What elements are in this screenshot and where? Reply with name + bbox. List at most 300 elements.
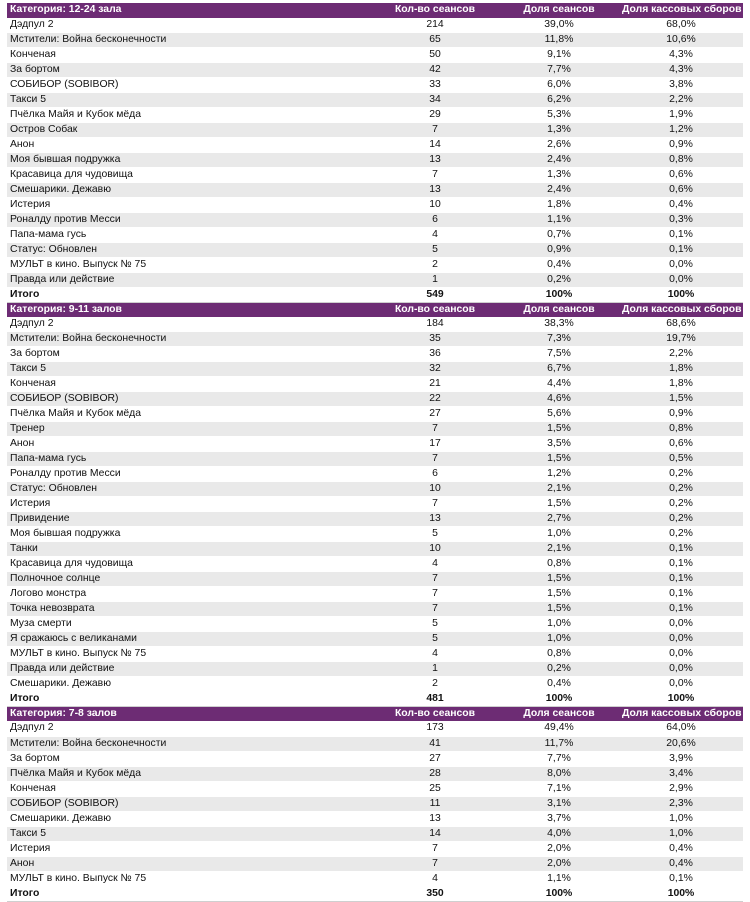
sessions-cell: 34 [371, 92, 499, 107]
boxoffice-share-cell: 2,3% [619, 796, 743, 811]
session-share-cell: 1,5% [499, 452, 619, 467]
table-row [7, 632, 743, 647]
sessions-cell: 7 [371, 452, 499, 467]
table-row [7, 602, 743, 617]
column-header-sessions: Кол-во сеансов [394, 708, 476, 720]
boxoffice-share-cell: 0,2% [619, 512, 743, 527]
session-share-cell: 5,6% [499, 407, 619, 422]
boxoffice-share-cell: 0,5% [619, 452, 743, 467]
session-share-cell: 2,7% [499, 512, 619, 527]
table-row [7, 167, 743, 182]
table-row [7, 662, 743, 677]
table-row [7, 77, 743, 92]
film-title-cell: Смешарики. Дежавю [7, 182, 371, 197]
film-title-cell: Такси 5 [7, 92, 371, 107]
session-share-cell: 8,0% [499, 766, 619, 781]
table-row [7, 137, 743, 152]
film-title-cell: Остров Собак [7, 122, 371, 137]
boxoffice-share-cell: 68,0% [619, 18, 743, 33]
boxoffice-share-cell: 0,4% [619, 856, 743, 871]
boxoffice-share-cell: 0,0% [619, 632, 743, 647]
session-share-cell: 0,9% [499, 242, 619, 257]
session-share-cell: 11,7% [499, 736, 619, 751]
sessions-cell: 13 [371, 811, 499, 826]
sessions-cell: 27 [371, 407, 499, 422]
film-title-cell: МУЛЬТ в кино. Выпуск № 75 [7, 257, 371, 272]
sessions-cell: 7 [371, 122, 499, 137]
session-share-cell: 7,5% [499, 347, 619, 362]
film-title-cell: СОБИБОР (SOBIBOR) [7, 392, 371, 407]
film-title-cell: Мстители: Война бесконечности [7, 332, 371, 347]
sessions-cell: 41 [371, 736, 499, 751]
film-title-cell: Правда или действие [7, 662, 371, 677]
film-title-cell: Моя бывшая подружка [7, 527, 371, 542]
session-share-cell: 7,7% [499, 751, 619, 766]
sessions-cell: 7 [371, 497, 499, 512]
column-header-boxoffice-share: Доля кассовых сборов [622, 303, 742, 315]
film-title-cell: Роналду против Месси [7, 212, 371, 227]
column-header-sessions: Кол-во сеансов [394, 303, 476, 315]
category-header-row [7, 707, 743, 722]
session-share-cell: 39,0% [499, 18, 619, 33]
boxoffice-share-cell: 4,3% [619, 62, 743, 77]
boxoffice-share-cell: 0,0% [619, 662, 743, 677]
session-share-cell: 1,0% [499, 632, 619, 647]
session-share-cell: 2,4% [499, 152, 619, 167]
total-sessions: 481 [371, 692, 499, 707]
boxoffice-share-cell: 0,2% [619, 482, 743, 497]
table-row [7, 362, 743, 377]
sessions-cell: 21 [371, 377, 499, 392]
session-share-cell: 1,1% [499, 871, 619, 886]
session-share-cell: 1,8% [499, 197, 619, 212]
session-share-cell: 6,0% [499, 77, 619, 92]
session-share-cell: 3,5% [499, 437, 619, 452]
table-row [7, 677, 743, 692]
film-title-cell: Красавица для чудовища [7, 557, 371, 572]
boxoffice-share-cell: 0,1% [619, 542, 743, 557]
boxoffice-share-cell: 2,2% [619, 92, 743, 107]
category-header-row [7, 302, 743, 317]
session-share-cell: 1,1% [499, 212, 619, 227]
total-boxoffice-share: 100% [619, 692, 743, 707]
sessions-cell: 7 [371, 572, 499, 587]
sessions-cell: 33 [371, 77, 499, 92]
session-share-cell: 3,1% [499, 796, 619, 811]
boxoffice-share-cell: 0,2% [619, 467, 743, 482]
category-header-row [7, 3, 743, 18]
session-share-cell: 11,8% [499, 32, 619, 47]
table-row [7, 347, 743, 362]
sessions-cell: 36 [371, 347, 499, 362]
table-row [7, 257, 743, 272]
boxoffice-share-cell: 0,1% [619, 602, 743, 617]
film-title-cell: Правда или действие [7, 272, 371, 287]
table-row [7, 392, 743, 407]
session-share-cell: 4,0% [499, 826, 619, 841]
column-header-sessions: Кол-во сеансов [394, 4, 476, 16]
table-row [7, 212, 743, 227]
boxoffice-share-cell: 0,6% [619, 437, 743, 452]
boxoffice-share-cell: 0,9% [619, 137, 743, 152]
boxoffice-share-cell: 2,2% [619, 347, 743, 362]
boxoffice-share-cell: 1,0% [619, 826, 743, 841]
session-share-cell: 0,8% [499, 557, 619, 572]
film-title-cell: Истерия [7, 841, 371, 856]
film-title-cell: Дэдпул 2 [7, 18, 371, 33]
total-row [7, 886, 743, 901]
sessions-cell: 2 [371, 677, 499, 692]
sessions-cell: 27 [371, 751, 499, 766]
table-row [7, 542, 743, 557]
boxoffice-share-cell: 0,2% [619, 497, 743, 512]
film-title-cell: Статус: Обновлен [7, 242, 371, 257]
sessions-cell: 22 [371, 392, 499, 407]
table-row [7, 482, 743, 497]
sessions-cell: 32 [371, 362, 499, 377]
session-share-cell: 0,7% [499, 227, 619, 242]
boxoffice-share-cell: 0,1% [619, 572, 743, 587]
sessions-cell: 7 [371, 856, 499, 871]
sessions-cell: 4 [371, 871, 499, 886]
session-share-cell: 1,3% [499, 122, 619, 137]
total-session-share: 100% [499, 886, 619, 901]
film-title-cell: Логово монстра [7, 587, 371, 602]
total-boxoffice-share: 100% [619, 287, 743, 302]
table-row [7, 377, 743, 392]
total-label: Итого [7, 886, 371, 901]
film-title-cell: Танки [7, 542, 371, 557]
film-title-cell: Муза смерти [7, 617, 371, 632]
table-row [7, 826, 743, 841]
film-title-cell: Статус: Обновлен [7, 482, 371, 497]
session-share-cell: 6,7% [499, 362, 619, 377]
total-sessions: 350 [371, 886, 499, 901]
table-row [7, 242, 743, 257]
table-row [7, 227, 743, 242]
table-row [7, 122, 743, 137]
sessions-cell: 6 [371, 467, 499, 482]
boxoffice-share-cell: 2,9% [619, 781, 743, 796]
sessions-cell: 184 [371, 317, 499, 332]
box-office-table [7, 3, 743, 902]
boxoffice-share-cell: 0,4% [619, 197, 743, 212]
category-title: Категория: 9-11 залов [10, 303, 122, 315]
film-title-cell: Пчёлка Майя и Кубок мёда [7, 766, 371, 781]
boxoffice-share-cell: 0,8% [619, 422, 743, 437]
table-row [7, 152, 743, 167]
sessions-cell: 1 [371, 662, 499, 677]
film-title-cell: Папа-мама гусь [7, 227, 371, 242]
boxoffice-share-cell: 0,1% [619, 242, 743, 257]
table-row [7, 856, 743, 871]
table-row [7, 452, 743, 467]
session-share-cell: 49,4% [499, 721, 619, 736]
table-row [7, 841, 743, 856]
sessions-cell: 10 [371, 197, 499, 212]
film-title-cell: Красавица для чудовища [7, 167, 371, 182]
boxoffice-share-cell: 0,2% [619, 527, 743, 542]
table-row [7, 422, 743, 437]
table-row [7, 47, 743, 62]
boxoffice-share-cell: 0,3% [619, 212, 743, 227]
session-share-cell: 4,6% [499, 392, 619, 407]
column-header-session-share: Доля сеансов [523, 303, 595, 315]
sessions-cell: 13 [371, 512, 499, 527]
boxoffice-share-cell: 0,0% [619, 647, 743, 662]
total-session-share: 100% [499, 287, 619, 302]
film-title-cell: За бортом [7, 347, 371, 362]
sessions-cell: 11 [371, 796, 499, 811]
table-row [7, 18, 743, 33]
table-row [7, 272, 743, 287]
boxoffice-share-cell: 68,6% [619, 317, 743, 332]
sessions-cell: 6 [371, 212, 499, 227]
total-row [7, 692, 743, 707]
boxoffice-share-cell: 0,6% [619, 167, 743, 182]
film-title-cell: Такси 5 [7, 362, 371, 377]
sessions-cell: 13 [371, 152, 499, 167]
boxoffice-share-cell: 19,7% [619, 332, 743, 347]
film-title-cell: Анон [7, 137, 371, 152]
sessions-cell: 7 [371, 422, 499, 437]
total-label: Итого [7, 287, 371, 302]
sessions-cell: 29 [371, 107, 499, 122]
film-title-cell: Конченая [7, 47, 371, 62]
sessions-cell: 4 [371, 647, 499, 662]
boxoffice-share-cell: 3,4% [619, 766, 743, 781]
sessions-cell: 17 [371, 437, 499, 452]
film-title-cell: Пчёлка Майя и Кубок мёда [7, 107, 371, 122]
film-title-cell: Полночное солнце [7, 572, 371, 587]
boxoffice-share-cell: 0,1% [619, 871, 743, 886]
sessions-cell: 7 [371, 602, 499, 617]
table-row [7, 647, 743, 662]
sessions-cell: 5 [371, 632, 499, 647]
session-share-cell: 1,5% [499, 572, 619, 587]
sessions-cell: 10 [371, 542, 499, 557]
total-row [7, 287, 743, 302]
session-share-cell: 1,3% [499, 167, 619, 182]
sessions-cell: 214 [371, 18, 499, 33]
session-share-cell: 7,1% [499, 781, 619, 796]
film-title-cell: СОБИБОР (SOBIBOR) [7, 796, 371, 811]
film-title-cell: Истерия [7, 197, 371, 212]
table-row [7, 197, 743, 212]
boxoffice-share-cell: 3,9% [619, 751, 743, 766]
film-title-cell: Анон [7, 856, 371, 871]
boxoffice-share-cell: 1,5% [619, 392, 743, 407]
session-share-cell: 6,2% [499, 92, 619, 107]
session-share-cell: 2,4% [499, 182, 619, 197]
table-row [7, 721, 743, 736]
film-title-cell: СОБИБОР (SOBIBOR) [7, 77, 371, 92]
session-share-cell: 2,0% [499, 856, 619, 871]
boxoffice-share-cell: 20,6% [619, 736, 743, 751]
boxoffice-share-cell: 0,8% [619, 152, 743, 167]
film-title-cell: Мстители: Война бесконечности [7, 736, 371, 751]
session-share-cell: 1,0% [499, 527, 619, 542]
boxoffice-share-cell: 1,0% [619, 811, 743, 826]
session-share-cell: 2,1% [499, 482, 619, 497]
sessions-cell: 173 [371, 721, 499, 736]
session-share-cell: 3,7% [499, 811, 619, 826]
table-row [7, 871, 743, 886]
boxoffice-share-cell: 0,0% [619, 257, 743, 272]
film-title-cell: За бортом [7, 751, 371, 766]
session-share-cell: 38,3% [499, 317, 619, 332]
table-row [7, 62, 743, 77]
boxoffice-share-cell: 1,8% [619, 362, 743, 377]
table-row [7, 796, 743, 811]
film-title-cell: Дэдпул 2 [7, 721, 371, 736]
sessions-cell: 28 [371, 766, 499, 781]
boxoffice-share-cell: 0,1% [619, 587, 743, 602]
sessions-cell: 35 [371, 332, 499, 347]
session-share-cell: 0,2% [499, 272, 619, 287]
column-header-session-share: Доля сеансов [523, 4, 595, 16]
table-row [7, 751, 743, 766]
film-title-cell: Такси 5 [7, 826, 371, 841]
sessions-cell: 14 [371, 137, 499, 152]
boxoffice-share-cell: 10,6% [619, 32, 743, 47]
total-boxoffice-share: 100% [619, 886, 743, 901]
table-row [7, 332, 743, 347]
session-share-cell: 1,2% [499, 467, 619, 482]
film-title-cell: За бортом [7, 62, 371, 77]
table-row [7, 182, 743, 197]
boxoffice-share-cell: 3,8% [619, 77, 743, 92]
category-title: Категория: 12-24 зала [10, 4, 122, 16]
session-share-cell: 0,2% [499, 662, 619, 677]
sessions-cell: 25 [371, 781, 499, 796]
total-label: Итого [7, 692, 371, 707]
film-title-cell: Анон [7, 437, 371, 452]
sessions-cell: 5 [371, 617, 499, 632]
boxoffice-share-cell: 4,3% [619, 47, 743, 62]
table-row [7, 317, 743, 332]
sessions-cell: 7 [371, 841, 499, 856]
column-header-session-share: Доля сеансов [523, 708, 595, 720]
film-title-cell: Мстители: Война бесконечности [7, 32, 371, 47]
sessions-cell: 7 [371, 167, 499, 182]
table-row [7, 512, 743, 527]
session-share-cell: 5,3% [499, 107, 619, 122]
session-share-cell: 2,1% [499, 542, 619, 557]
total-sessions: 549 [371, 287, 499, 302]
film-title-cell: МУЛЬТ в кино. Выпуск № 75 [7, 871, 371, 886]
total-session-share: 100% [499, 692, 619, 707]
film-title-cell: Смешарики. Дежавю [7, 677, 371, 692]
boxoffice-share-cell: 1,2% [619, 122, 743, 137]
table-row [7, 781, 743, 796]
session-share-cell: 2,6% [499, 137, 619, 152]
table-row [7, 92, 743, 107]
session-share-cell: 1,5% [499, 497, 619, 512]
boxoffice-share-cell: 0,4% [619, 841, 743, 856]
film-title-cell: Конченая [7, 377, 371, 392]
table-row [7, 617, 743, 632]
boxoffice-share-cell: 0,1% [619, 227, 743, 242]
table-row [7, 497, 743, 512]
session-share-cell: 7,3% [499, 332, 619, 347]
table-row [7, 407, 743, 422]
column-header-boxoffice-share: Доля кассовых сборов [622, 708, 742, 720]
film-title-cell: МУЛЬТ в кино. Выпуск № 75 [7, 647, 371, 662]
film-title-cell: Папа-мама гусь [7, 452, 371, 467]
film-title-cell: Смешарики. Дежавю [7, 811, 371, 826]
film-title-cell: Точка невозврата [7, 602, 371, 617]
sessions-cell: 4 [371, 227, 499, 242]
table-row [7, 811, 743, 826]
sessions-cell: 7 [371, 587, 499, 602]
session-share-cell: 1,0% [499, 617, 619, 632]
table-row [7, 766, 743, 781]
film-title-cell: Тренер [7, 422, 371, 437]
sessions-cell: 5 [371, 242, 499, 257]
session-share-cell: 1,5% [499, 602, 619, 617]
sessions-cell: 2 [371, 257, 499, 272]
film-title-cell: Дэдпул 2 [7, 317, 371, 332]
session-share-cell: 2,0% [499, 841, 619, 856]
boxoffice-share-cell: 64,0% [619, 721, 743, 736]
film-title-cell: Моя бывшая подружка [7, 152, 371, 167]
sessions-cell: 10 [371, 482, 499, 497]
sessions-cell: 5 [371, 527, 499, 542]
table-row [7, 557, 743, 572]
boxoffice-share-cell: 0,9% [619, 407, 743, 422]
table-row [7, 736, 743, 751]
film-title-cell: Конченая [7, 781, 371, 796]
boxoffice-share-cell: 0,0% [619, 617, 743, 632]
table-row [7, 572, 743, 587]
table-row [7, 437, 743, 452]
session-share-cell: 0,4% [499, 257, 619, 272]
session-share-cell: 0,8% [499, 647, 619, 662]
sessions-cell: 42 [371, 62, 499, 77]
box-office-table-body [7, 3, 743, 901]
boxoffice-share-cell: 0,1% [619, 557, 743, 572]
film-title-cell: Пчёлка Майя и Кубок мёда [7, 407, 371, 422]
session-share-cell: 0,4% [499, 677, 619, 692]
sessions-cell: 13 [371, 182, 499, 197]
sessions-cell: 50 [371, 47, 499, 62]
sessions-cell: 65 [371, 32, 499, 47]
session-share-cell: 4,4% [499, 377, 619, 392]
column-header-boxoffice-share: Доля кассовых сборов [622, 4, 742, 16]
session-share-cell: 7,7% [499, 62, 619, 77]
boxoffice-share-cell: 0,0% [619, 272, 743, 287]
category-title: Категория: 7-8 залов [10, 708, 117, 720]
table-row [7, 467, 743, 482]
film-title-cell: Привидение [7, 512, 371, 527]
sessions-cell: 4 [371, 557, 499, 572]
boxoffice-share-cell: 0,6% [619, 182, 743, 197]
boxoffice-share-cell: 1,8% [619, 377, 743, 392]
table-row [7, 527, 743, 542]
film-title-cell: Истерия [7, 497, 371, 512]
sessions-cell: 1 [371, 272, 499, 287]
boxoffice-share-cell: 1,9% [619, 107, 743, 122]
session-share-cell: 9,1% [499, 47, 619, 62]
table-row [7, 32, 743, 47]
film-title-cell: Роналду против Месси [7, 467, 371, 482]
session-share-cell: 1,5% [499, 422, 619, 437]
boxoffice-share-cell: 0,0% [619, 677, 743, 692]
sessions-cell: 14 [371, 826, 499, 841]
session-share-cell: 1,5% [499, 587, 619, 602]
table-row [7, 587, 743, 602]
